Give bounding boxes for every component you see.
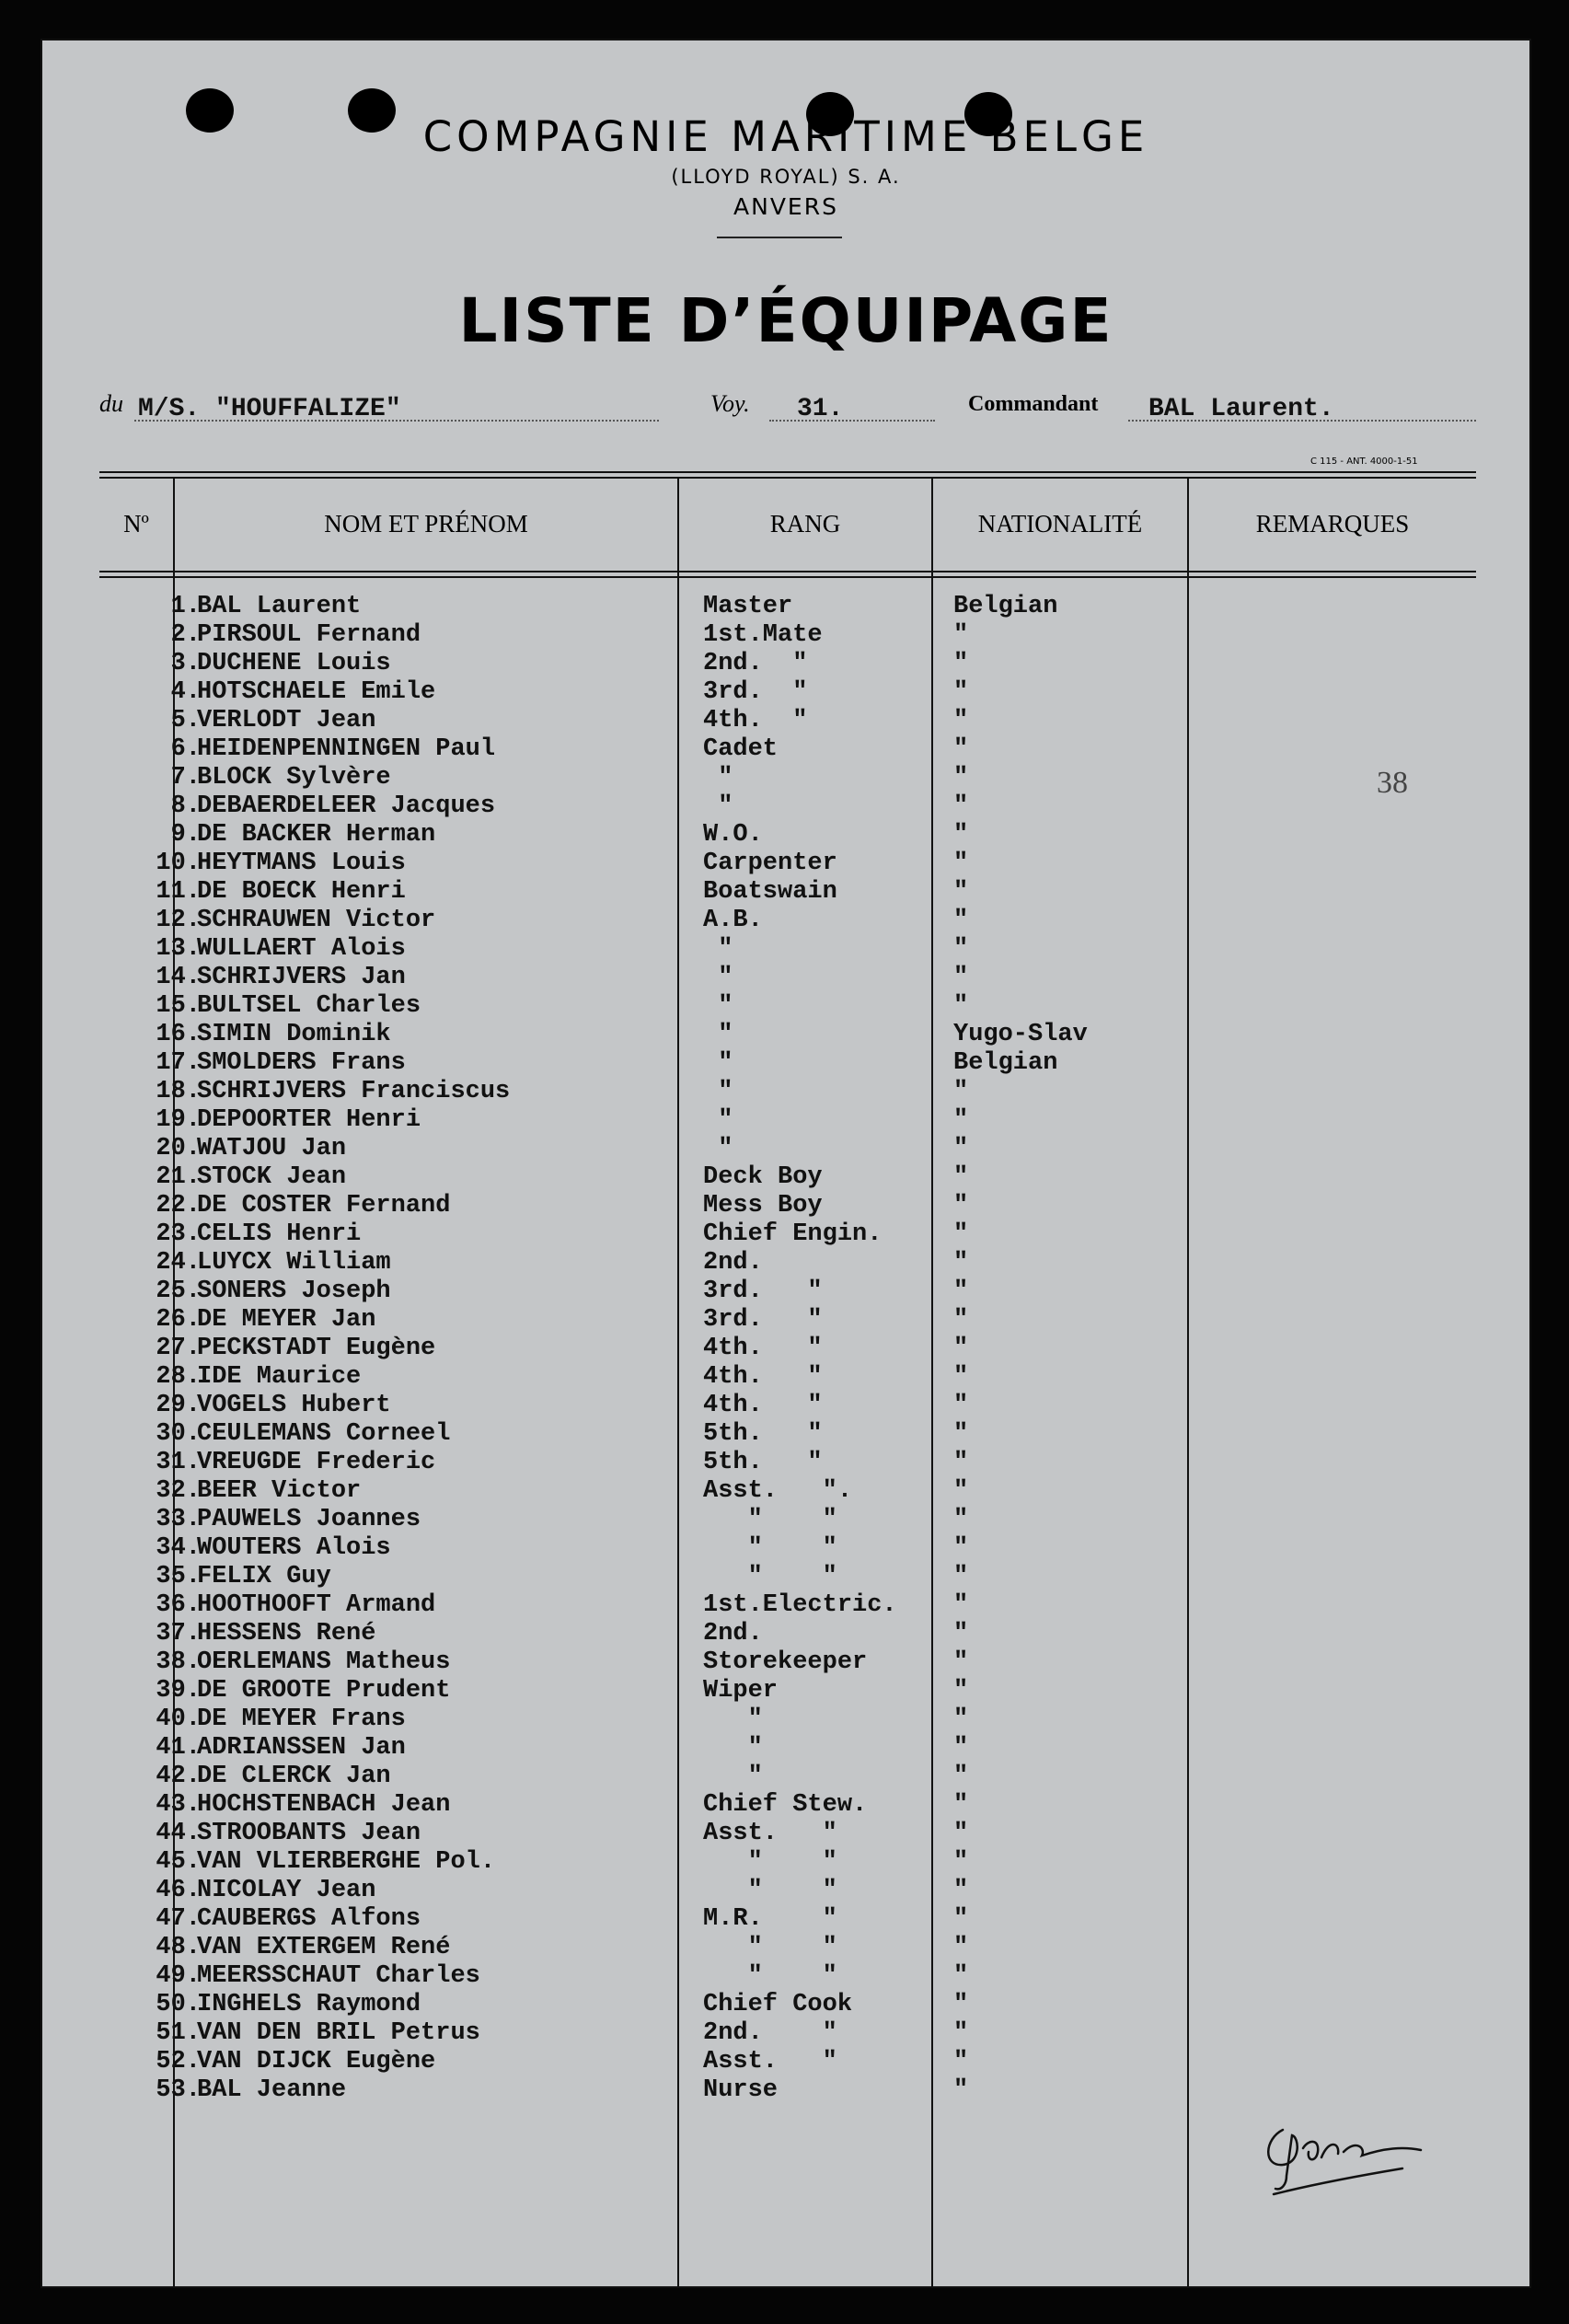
column-header-number: Nº: [123, 510, 149, 538]
table-row: [42, 764, 1529, 792]
crew-rank: Boatswain: [703, 878, 837, 906]
crew-name: BAL Jeanne: [197, 2076, 347, 2104]
crew-name: BLOCK Sylvère: [197, 764, 391, 792]
crew-rank: ": [703, 1106, 733, 1134]
table-top-rule: [99, 471, 1476, 473]
crew-rank: 2nd. ": [703, 650, 808, 677]
crew-rank: " ": [703, 1934, 837, 1961]
crew-name: SIMIN Dominik: [197, 1021, 391, 1048]
table-row: [42, 678, 1529, 707]
table-row: [42, 821, 1529, 850]
table-row: [42, 707, 1529, 735]
table-row: [42, 1278, 1529, 1306]
crew-number: 31.: [156, 1449, 201, 1476]
crew-number: 12.: [156, 907, 201, 934]
table-row: [42, 878, 1529, 907]
crew-rank: Asst. ": [703, 1820, 837, 1847]
crew-rank: 1st.Mate: [703, 621, 823, 649]
crew-number: 41.: [156, 1734, 201, 1762]
crew-rank: ": [703, 764, 733, 792]
crew-name: VREUGDE Frederic: [197, 1449, 436, 1476]
crew-number: 8.: [170, 792, 201, 820]
crew-nationality: ": [953, 1477, 969, 1505]
crew-number: 27.: [156, 1335, 201, 1362]
crew-name: ADRIANSSEN Jan: [197, 1734, 406, 1762]
crew-nationality: ": [953, 1220, 969, 1248]
crew-name: NICOLAY Jean: [197, 1877, 376, 1904]
table-row: [42, 1192, 1529, 1220]
crew-rank: Master: [703, 593, 793, 620]
table-row: [42, 1534, 1529, 1563]
table-row: [42, 1163, 1529, 1192]
crew-rank: ": [703, 1705, 763, 1733]
crew-nationality: ": [953, 1563, 969, 1590]
crew-number: 4.: [170, 678, 201, 706]
table-row: [42, 593, 1529, 621]
crew-name: WATJOU Jan: [197, 1135, 347, 1162]
crew-number: 52.: [156, 2048, 201, 2075]
table-top-rule: [99, 477, 1476, 479]
crew-rank: 5th. ": [703, 1449, 823, 1476]
crew-rank: 5th. ": [703, 1420, 823, 1448]
crew-name: CELIS Henri: [197, 1220, 362, 1248]
crew-rank: ": [703, 792, 733, 820]
table-row: [42, 850, 1529, 878]
crew-number: 22.: [156, 1192, 201, 1220]
crew-nationality: ": [953, 935, 969, 963]
crew-rank: Chief Stew.: [703, 1791, 868, 1819]
column-header-name: NOM ET PRÉNOM: [324, 510, 528, 538]
table-row: [42, 1477, 1529, 1506]
crew-nationality: ": [953, 1591, 969, 1619]
crew-number: 9.: [170, 821, 201, 849]
crew-number: 45.: [156, 1848, 201, 1876]
column-header-nationality: NATIONALITÉ: [977, 510, 1143, 538]
crew-number: 15.: [156, 992, 201, 1020]
crew-nationality: ": [953, 2076, 969, 2104]
crew-name: DUCHENE Louis: [197, 650, 391, 677]
table-row: [42, 1021, 1529, 1049]
table-row: [42, 1620, 1529, 1648]
table-row: [42, 1078, 1529, 1106]
crew-name: DEBAERDELEER Jacques: [197, 792, 496, 820]
crew-rank: Carpenter: [703, 850, 837, 877]
company-city: ANVERS: [733, 193, 838, 220]
crew-number: 29.: [156, 1392, 201, 1419]
crew-number: 7.: [170, 764, 201, 792]
crew-number: 36.: [156, 1591, 201, 1619]
crew-nationality: ": [953, 992, 969, 1020]
table-row: [42, 992, 1529, 1021]
crew-rank: Nurse: [703, 2076, 779, 2104]
crew-rank: M.R. ": [703, 1905, 837, 1933]
table-row: [42, 1991, 1529, 2019]
crew-nationality: ": [953, 1192, 969, 1220]
crew-rank: ": [703, 964, 733, 991]
crew-nationality: ": [953, 621, 969, 649]
crew-nationality: ": [953, 1620, 969, 1648]
table-row: [42, 2076, 1529, 2105]
crew-name: INGHELS Raymond: [197, 1991, 421, 2018]
crew-nationality: ": [953, 1278, 969, 1305]
table-row: [42, 2019, 1529, 2048]
crew-rank: 2nd.: [703, 1620, 763, 1648]
divider: [717, 237, 842, 238]
crew-rank: 3rd. ": [703, 678, 808, 706]
crew-nationality: ": [953, 1905, 969, 1933]
crew-rank: 4th. ": [703, 707, 808, 734]
crew-nationality: ": [953, 2048, 969, 2075]
crew-number: 39.: [156, 1677, 201, 1705]
table-row: [42, 964, 1529, 992]
crew-nationality: ": [953, 1135, 969, 1162]
table-row: [42, 1934, 1529, 1962]
signature: [1255, 2111, 1439, 2213]
crew-number: 38.: [156, 1648, 201, 1676]
crew-number: 11.: [156, 878, 201, 906]
crew-name: DE GROOTE Prudent: [197, 1677, 451, 1705]
crew-nationality: ": [953, 764, 969, 792]
crew-number: 49.: [156, 1962, 201, 1990]
commander-name: BAL Laurent.: [1148, 395, 1334, 423]
crew-number: 6.: [170, 735, 201, 763]
crew-number: 1.: [170, 593, 201, 620]
crew-rank: " ": [703, 1877, 837, 1904]
crew-number: 14.: [156, 964, 201, 991]
crew-name: VERLODT Jean: [197, 707, 376, 734]
table-row: [42, 1506, 1529, 1534]
commander-label: Commandant: [968, 392, 1099, 416]
table-row: [42, 1820, 1529, 1848]
company-subtitle: (LLOYD ROYAL) S. A.: [671, 166, 901, 188]
crew-rank: W.O.: [703, 821, 763, 849]
crew-number: 43.: [156, 1791, 201, 1819]
table-row: [42, 1648, 1529, 1677]
crew-name: SONERS Joseph: [197, 1278, 391, 1305]
crew-number: 17.: [156, 1049, 201, 1077]
table-row: [42, 1420, 1529, 1449]
crew-name: DE MEYER Jan: [197, 1306, 376, 1334]
crew-rank: Storekeeper: [703, 1648, 868, 1676]
crew-number: 26.: [156, 1306, 201, 1334]
table-row: [42, 1705, 1529, 1734]
crew-rank: Mess Boy: [703, 1192, 823, 1220]
crew-nationality: ": [953, 1163, 969, 1191]
crew-rank: ": [703, 1021, 733, 1048]
crew-name: MEERSSCHAUT Charles: [197, 1962, 480, 1990]
crew-nationality: ": [953, 1420, 969, 1448]
crew-name: DEPOORTER Henri: [197, 1106, 421, 1134]
crew-number: 42.: [156, 1763, 201, 1790]
table-row: [42, 1335, 1529, 1363]
crew-number: 28.: [156, 1363, 201, 1391]
crew-nationality: ": [953, 2019, 969, 2047]
crew-name: LUYCX William: [197, 1249, 391, 1277]
crew-nationality: ": [953, 1506, 969, 1533]
crew-nationality: ": [953, 1648, 969, 1676]
crew-nationality: ": [953, 1763, 969, 1790]
voyage-label: Voy.: [710, 390, 750, 417]
crew-nationality: ": [953, 1078, 969, 1105]
crew-nationality: Belgian: [953, 1049, 1058, 1077]
crew-number: 20.: [156, 1135, 201, 1162]
crew-name: VOGELS Hubert: [197, 1392, 391, 1419]
table-row: [42, 1791, 1529, 1820]
crew-nationality: ": [953, 1249, 969, 1277]
table-row: [42, 792, 1529, 821]
crew-number: 46.: [156, 1877, 201, 1904]
crew-name: HESSENS René: [197, 1620, 376, 1648]
column-header-rank: RANG: [769, 510, 841, 538]
crew-number: 32.: [156, 1477, 201, 1505]
voyage-number: 31.: [797, 395, 844, 423]
crew-number: 37.: [156, 1620, 201, 1648]
crew-name: DE CLERCK Jan: [197, 1763, 391, 1790]
crew-rank: ": [703, 935, 733, 963]
crew-nationality: Belgian: [953, 593, 1058, 620]
crew-number: 19.: [156, 1106, 201, 1134]
crew-rank: Deck Boy: [703, 1163, 823, 1191]
crew-name: WULLAERT Alois: [197, 935, 406, 963]
crew-nationality: ": [953, 1934, 969, 1961]
crew-nationality: ": [953, 1705, 969, 1733]
voyage-dotted-line: [769, 420, 935, 422]
table-row: [42, 621, 1529, 650]
table-row: [42, 1449, 1529, 1477]
crew-number: 24.: [156, 1249, 201, 1277]
crew-number: 16.: [156, 1021, 201, 1048]
crew-rank: 4th. ": [703, 1335, 823, 1362]
form-code: C 115 - ANT. 4000-1-51: [1310, 457, 1418, 467]
crew-name: HOCHSTENBACH Jean: [197, 1791, 451, 1819]
crew-nationality: ": [953, 850, 969, 877]
crew-rank: ": [703, 1049, 733, 1077]
table-row: [42, 2048, 1529, 2076]
table-row: [42, 1677, 1529, 1705]
table-row: [42, 650, 1529, 678]
crew-rank: 1st.Electric.: [703, 1591, 897, 1619]
crew-name: STOCK Jean: [197, 1163, 347, 1191]
crew-rank: ": [703, 1078, 733, 1105]
crew-number: 33.: [156, 1506, 201, 1533]
crew-rank: Asst. ": [703, 2048, 837, 2075]
crew-nationality: ": [953, 1848, 969, 1876]
crew-name: BEER Victor: [197, 1477, 362, 1505]
crew-name: SCHRAUWEN Victor: [197, 907, 436, 934]
crew-rank: Chief Engin.: [703, 1220, 883, 1248]
table-row: [42, 1962, 1529, 1991]
crew-name: PIRSOUL Fernand: [197, 621, 421, 649]
crew-name: HOOTHOOFT Armand: [197, 1591, 436, 1619]
crew-name: BAL Laurent: [197, 593, 362, 620]
crew-nationality: ": [953, 1306, 969, 1334]
crew-number: 50.: [156, 1991, 201, 2018]
crew-rank: " ": [703, 1534, 837, 1562]
crew-rank: Asst. ".: [703, 1477, 853, 1505]
crew-nationality: ": [953, 707, 969, 734]
crew-nationality: ": [953, 1877, 969, 1904]
table-row: [42, 1734, 1529, 1763]
crew-number: 34.: [156, 1534, 201, 1562]
table-row: [42, 735, 1529, 764]
crew-name: DE BACKER Herman: [197, 821, 436, 849]
table-row: [42, 1848, 1529, 1877]
table-row: [42, 1763, 1529, 1791]
crew-name: PECKSTADT Eugène: [197, 1335, 436, 1362]
table-row: [42, 1106, 1529, 1135]
crew-rank: Cadet: [703, 735, 779, 763]
crew-nationality: ": [953, 1106, 969, 1134]
crew-number: 48.: [156, 1934, 201, 1961]
remark-note: 38: [1377, 766, 1408, 800]
crew-name: SCHRIJVERS Jan: [197, 964, 406, 991]
header-bottom-rule: [99, 571, 1476, 572]
crew-name: VAN DEN BRIL Petrus: [197, 2019, 480, 2047]
crew-name: CEULEMANS Corneel: [197, 1420, 451, 1448]
crew-number: 51.: [156, 2019, 201, 2047]
crew-nationality: ": [953, 1534, 969, 1562]
ship-name: M/S. "HOUFFALIZE": [138, 395, 401, 423]
document-title: LISTE D’ÉQUIPAGE: [458, 285, 1113, 356]
crew-name: DE BOECK Henri: [197, 878, 406, 906]
table-row: [42, 907, 1529, 935]
crew-number: 25.: [156, 1278, 201, 1305]
crew-rank: " ": [703, 1563, 837, 1590]
table-row: [42, 1306, 1529, 1335]
crew-nationality: ": [953, 1734, 969, 1762]
crew-nationality: ": [953, 964, 969, 991]
crew-number: 35.: [156, 1563, 201, 1590]
crew-rank: " ": [703, 1962, 837, 1990]
table-row: [42, 1591, 1529, 1620]
crew-rank: 3rd. ": [703, 1278, 823, 1305]
crew-rank: 3rd. ": [703, 1306, 823, 1334]
crew-nationality: ": [953, 735, 969, 763]
table-row: [42, 1220, 1529, 1249]
crew-nationality: ": [953, 1363, 969, 1391]
crew-name: IDE Maurice: [197, 1363, 362, 1391]
crew-rank: ": [703, 992, 733, 1020]
crew-nationality: ": [953, 1962, 969, 1990]
crew-nationality: ": [953, 1791, 969, 1819]
crew-rank: " ": [703, 1506, 837, 1533]
crew-nationality: ": [953, 650, 969, 677]
crew-name: PAUWELS Joannes: [197, 1506, 421, 1533]
crew-rank: 2nd.: [703, 1249, 763, 1277]
crew-number: 5.: [170, 707, 201, 734]
crew-rank: Wiper: [703, 1677, 779, 1705]
crew-name: VAN VLIERBERGHE Pol.: [197, 1848, 496, 1876]
crew-rank: 2nd. ": [703, 2019, 837, 2047]
crew-rank: 4th. ": [703, 1363, 823, 1391]
crew-number: 23.: [156, 1220, 201, 1248]
crew-nationality: ": [953, 792, 969, 820]
crew-nationality: ": [953, 1392, 969, 1419]
crew-rank: ": [703, 1135, 733, 1162]
crew-number: 10.: [156, 850, 201, 877]
header-bottom-rule: [99, 576, 1476, 578]
crew-name: HEIDENPENNINGEN Paul: [197, 735, 496, 763]
crew-nationality: ": [953, 1677, 969, 1705]
table-row: [42, 935, 1529, 964]
crew-nationality: Yugo-Slav: [953, 1021, 1088, 1048]
column-header-remarks: REMARQUES: [1255, 510, 1410, 538]
crew-rank: " ": [703, 1848, 837, 1876]
crew-rank: ": [703, 1734, 763, 1762]
crew-list-sheet: [40, 39, 1531, 2288]
crew-number: 40.: [156, 1705, 201, 1733]
crew-number: 21.: [156, 1163, 201, 1191]
crew-name: VAN EXTERGEM René: [197, 1934, 451, 1961]
table-row: [42, 1363, 1529, 1392]
crew-rank: Chief Cook: [703, 1991, 853, 2018]
crew-name: SMOLDERS Frans: [197, 1049, 406, 1077]
table-row: [42, 1905, 1529, 1934]
crew-rank: 4th. ": [703, 1392, 823, 1419]
crew-name: FELIX Guy: [197, 1563, 331, 1590]
crew-nationality: ": [953, 878, 969, 906]
crew-number: 2.: [170, 621, 201, 649]
table-row: [42, 1877, 1529, 1905]
table-row: [42, 1249, 1529, 1278]
crew-name: OERLEMANS Matheus: [197, 1648, 451, 1676]
crew-name: DE COSTER Fernand: [197, 1192, 451, 1220]
crew-number: 13.: [156, 935, 201, 963]
crew-name: SCHRIJVERS Franciscus: [197, 1078, 511, 1105]
crew-number: 3.: [170, 650, 201, 677]
crew-nationality: ": [953, 821, 969, 849]
table-row: [42, 1563, 1529, 1591]
crew-nationality: ": [953, 1335, 969, 1362]
crew-rank: ": [703, 1763, 763, 1790]
crew-number: 47.: [156, 1905, 201, 1933]
crew-name: DE MEYER Frans: [197, 1705, 406, 1733]
crew-name: VAN DIJCK Eugène: [197, 2048, 436, 2075]
crew-rank: A.B.: [703, 907, 763, 934]
crew-name: WOUTERS Alois: [197, 1534, 391, 1562]
crew-nationality: ": [953, 1449, 969, 1476]
ship-label: du: [99, 390, 123, 417]
crew-nationality: ": [953, 1991, 969, 2018]
crew-number: 30.: [156, 1420, 201, 1448]
crew-number: 44.: [156, 1820, 201, 1847]
crew-nationality: ": [953, 1820, 969, 1847]
table-row: [42, 1049, 1529, 1078]
crew-name: HEYTMANS Louis: [197, 850, 406, 877]
crew-name: BULTSEL Charles: [197, 992, 421, 1020]
crew-name: STROOBANTS Jean: [197, 1820, 421, 1847]
crew-number: 18.: [156, 1078, 201, 1105]
crew-name: HOTSCHAELE Emile: [197, 678, 436, 706]
crew-nationality: ": [953, 678, 969, 706]
crew-name: CAUBERGS Alfons: [197, 1905, 421, 1933]
company-name: COMPAGNIE MARITIME BELGE: [422, 112, 1149, 161]
table-row: [42, 1135, 1529, 1163]
crew-number: 53.: [156, 2076, 201, 2104]
table-row: [42, 1392, 1529, 1420]
crew-nationality: ": [953, 907, 969, 934]
